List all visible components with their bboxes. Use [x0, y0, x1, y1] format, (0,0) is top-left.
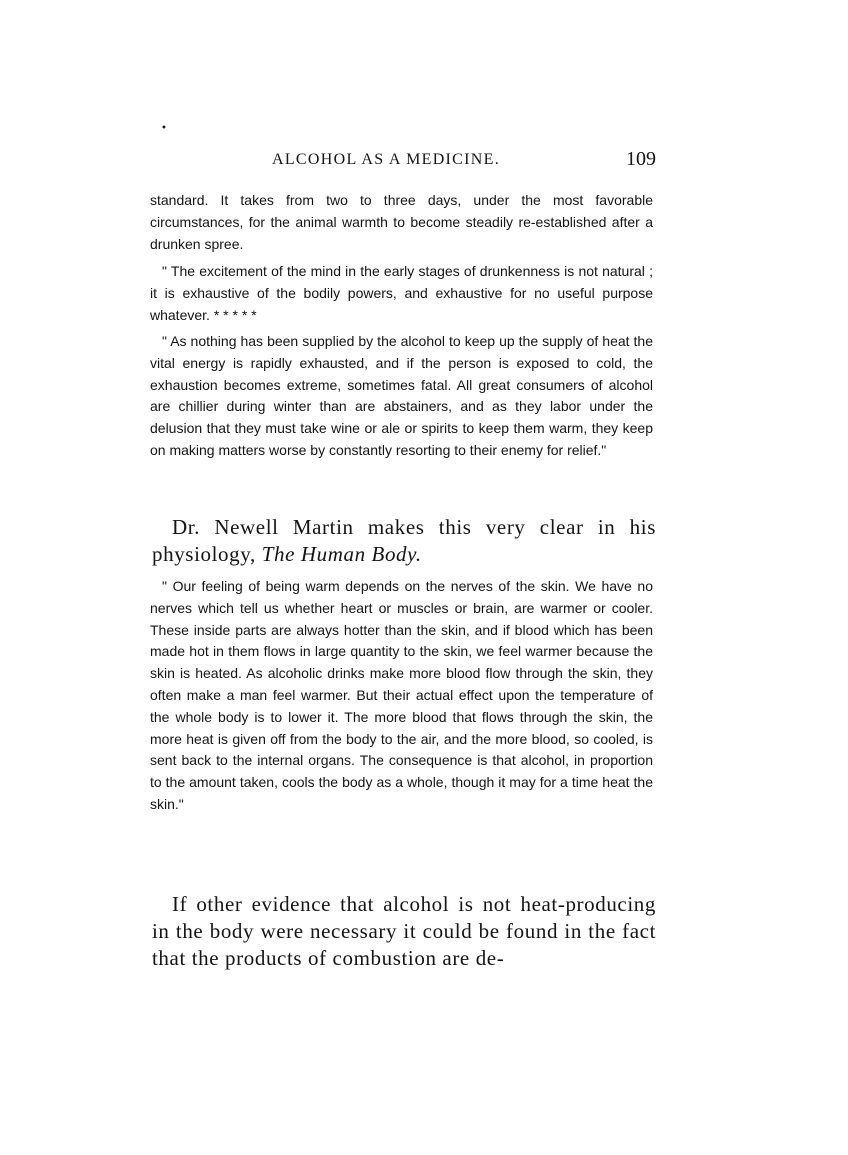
book-title: The Human Body. — [261, 542, 422, 566]
running-header — [150, 150, 660, 170]
stray-mark: • — [161, 123, 167, 134]
paragraph-2: " The excitement of the mind in the early stages of drunkenness is not natural ; it is exhaustive of the bodily powers, and exhaustive for no useful purpose whatever. * * * * * — [150, 263, 653, 323]
paragraph-4-text: Dr. Newell Martin makes this very clear in his physiology, — [152, 515, 656, 566]
paragraph-6: If other evidence that alcohol is not heat-producing in the body were necessary it could be found in the fact that the products of combustion are de- — [152, 892, 656, 970]
page-number: 109 — [626, 148, 656, 170]
paragraph-5: " Our feeling of being warm depends on the nerves of the skin. We have no nerves which tell us whether heart or muscles or brain, are warmer or cooler. These inside parts are always hotter than the skin, and if blood which has been made hot in them flows in large quantity to the skin, we feel warmer because the skin is heated. As alcoholic drinks make more blood flow through the skin, they often make a man feel warmer. But their actual effect upon the temperature of the whole body is to lower it. The more blood that flows through the skin, the more heat is given off from the body to the air, and the more blood, so cooled, is sent back to the internal organs. The consequence is that alcohol, in proportion to the amount taken, cools the body as a whole, though it may for a time heat the skin." — [150, 578, 653, 812]
paragraph-4 — [152, 514, 656, 568]
running-title: ALCOHOL AS A MEDICINE. — [272, 151, 501, 168]
paragraph-1: standard. It takes from two to three days, under the most favorable circumstances, for the animal warmth to become steadily re-established after a drunken spree. — [150, 192, 653, 252]
paragraph-3: " As nothing has been supplied by the alcohol to keep up the supply of heat the vital energy is rapidly exhausted, and if the person is exposed to cold, the exhaustion becomes extreme, sometimes fatal. All great consumers of alcohol are chillier during winter than are abstainers, and as they labor under the delusion that they must take wine or ale or spirits to keep them warm, they keep on making matters worse by constantly resorting to their enemy for relief." — [150, 333, 653, 458]
